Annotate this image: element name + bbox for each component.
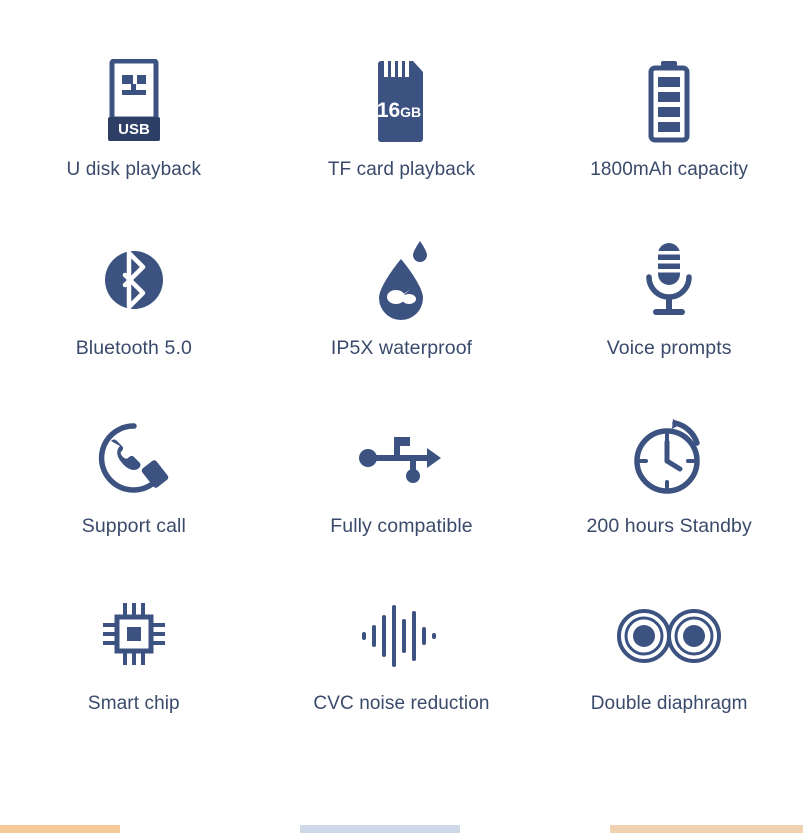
bottom-decorative-strip bbox=[0, 825, 803, 833]
feature-cell-support-call bbox=[0, 400, 268, 578]
feature-cell-double-diaphragm bbox=[535, 578, 803, 756]
strip-segment bbox=[120, 825, 300, 833]
feature-cell-battery-capacity bbox=[535, 44, 803, 222]
svg-text:USB: USB bbox=[117, 121, 150, 138]
usb-connector-icon bbox=[358, 412, 444, 504]
strip-segment bbox=[460, 825, 610, 833]
audio-waveform-icon bbox=[358, 590, 444, 682]
phone-call-icon bbox=[98, 412, 170, 504]
smart-chip-icon bbox=[101, 590, 167, 682]
feature-label: Support call bbox=[81, 515, 186, 537]
double-diaphragm-icon bbox=[614, 590, 724, 682]
strip-segment bbox=[610, 825, 803, 833]
feature-cell-bluetooth bbox=[0, 222, 268, 400]
feature-cell-smart-chip bbox=[0, 578, 268, 756]
clock-standby-icon bbox=[629, 412, 709, 504]
usb-flash-drive-icon bbox=[102, 56, 166, 148]
feature-label: Double diaphragm bbox=[590, 693, 748, 714]
feature-label: Bluetooth 5.0 bbox=[75, 337, 192, 359]
feature-cell-cvc-noise-reduction bbox=[268, 578, 536, 756]
battery-icon bbox=[641, 56, 697, 148]
feature-label: IP5X waterproof bbox=[330, 337, 473, 359]
tf-memory-card-icon bbox=[367, 56, 435, 148]
feature-cell-tf-card-playback bbox=[268, 44, 536, 222]
feature-label: TF card playback bbox=[327, 159, 476, 180]
feature-label: CVC noise reduction bbox=[313, 693, 490, 714]
strip-segment bbox=[0, 825, 120, 833]
microphone-icon bbox=[640, 234, 698, 326]
strip-segment bbox=[300, 825, 460, 833]
feature-label: U disk playback bbox=[66, 159, 202, 180]
feature-label: 200 hours Standby bbox=[586, 515, 752, 537]
feature-grid bbox=[0, 44, 803, 756]
feature-cell-fully-compatible bbox=[268, 400, 536, 578]
bluetooth-icon bbox=[103, 234, 165, 326]
feature-cell-voice-prompts bbox=[535, 222, 803, 400]
feature-label: Smart chip bbox=[87, 693, 180, 714]
feature-cell-u-disk-playback bbox=[0, 44, 268, 222]
feature-cell-standby-time bbox=[535, 400, 803, 578]
feature-label: Voice prompts bbox=[606, 337, 732, 359]
water-drop-icon bbox=[365, 234, 437, 326]
svg-text:16GB: 16GB bbox=[377, 99, 422, 122]
feature-cell-waterproof bbox=[268, 222, 536, 400]
feature-label: Fully compatible bbox=[330, 515, 473, 537]
feature-label: 1800mAh capacity bbox=[590, 159, 749, 180]
